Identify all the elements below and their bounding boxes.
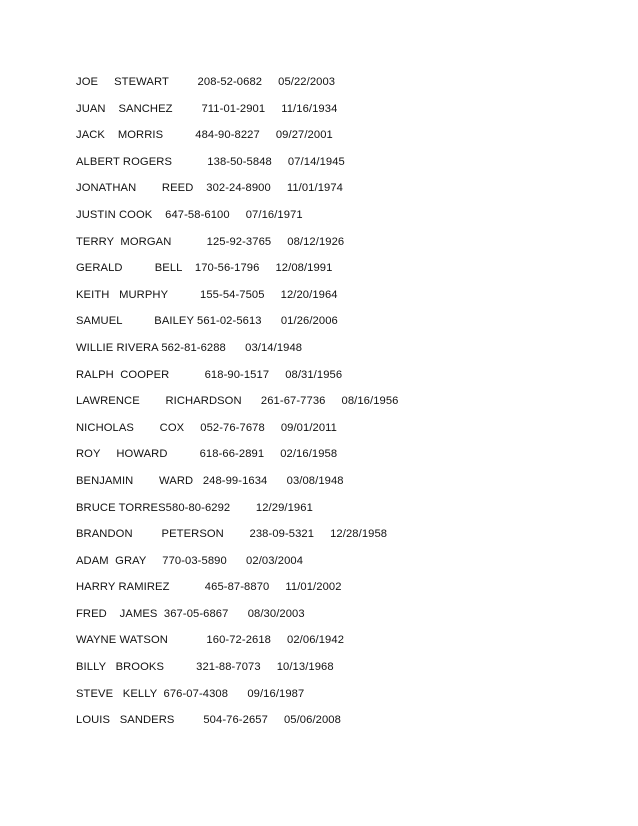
record-line: TERRY MORGAN 125-92-3765 08/12/1926 bbox=[76, 235, 345, 248]
record-line: BILLY BROOKS 321-88-7073 10/13/1968 bbox=[76, 661, 334, 674]
record-line: JONATHAN REED 302-24-8900 11/01/1974 bbox=[76, 182, 343, 195]
record-line: STEVE KELLY 676-07-4308 09/16/1987 bbox=[76, 687, 305, 700]
record-line: JUSTIN COOK 647-58-6100 07/16/1971 bbox=[76, 208, 303, 221]
record-line: FRED JAMES 367-05-6867 08/30/2003 bbox=[76, 607, 305, 620]
record-line: KEITH MURPHY 155-54-7505 12/20/1964 bbox=[76, 288, 338, 301]
record-line: JOE STEWART 208-52-0682 05/22/2003 bbox=[76, 76, 336, 88]
record-line: HARRY RAMIREZ 465-87-8870 11/01/2002 bbox=[76, 581, 342, 594]
record-line: NICHOLAS COX 052-76-7678 09/01/2011 bbox=[76, 421, 337, 434]
record-line: BRANDON PETERSON 238-09-5321 12/28/1958 bbox=[76, 528, 388, 541]
record-line: JACK MORRIS 484-90-8227 09/27/2001 bbox=[76, 129, 333, 142]
record-line: LAWRENCE RICHARDSON 261-67-7736 08/16/1956 bbox=[76, 395, 399, 408]
record-line: BRUCE TORRES580-80-6292 12/29/1961 bbox=[76, 501, 313, 514]
record-line: WILLIE RIVERA 562-81-6288 03/14/1948 bbox=[76, 341, 303, 354]
record-line: ROY HOWARD 618-66-2891 02/16/1958 bbox=[76, 448, 338, 461]
record-line: RALPH COOPER 618-90-1517 08/31/1956 bbox=[76, 368, 343, 381]
record-line: LOUIS SANDERS 504-76-2657 05/06/2008 bbox=[76, 714, 341, 727]
record-line: ADAM GRAY 770-03-5890 02/03/2004 bbox=[76, 554, 304, 567]
record-line: WAYNE WATSON 160-72-2618 02/06/1942 bbox=[76, 634, 345, 647]
record-line: SAMUEL BAILEY 561-02-5613 01/26/2006 bbox=[76, 315, 338, 328]
record-line: JUAN SANCHEZ 711-01-2901 11/16/1934 bbox=[76, 102, 338, 115]
record-line: GERALD BELL 170-56-1796 12/08/1991 bbox=[76, 262, 333, 275]
record-line: ALBERT ROGERS 138-50-5848 07/14/1945 bbox=[76, 155, 345, 168]
record-line: BENJAMIN WARD 248-99-1634 03/08/1948 bbox=[76, 474, 344, 487]
record-list bbox=[76, 72, 399, 737]
